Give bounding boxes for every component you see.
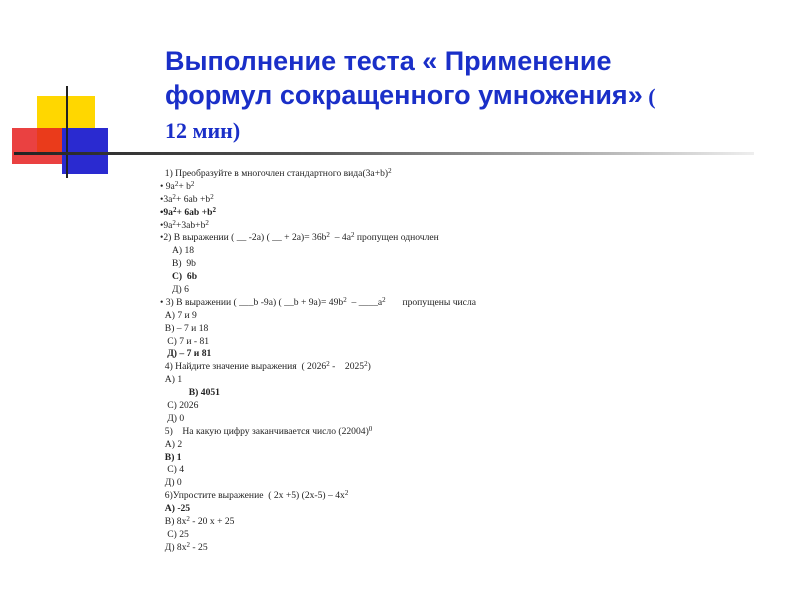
superscript: 2 <box>205 218 209 227</box>
line-text: • 9a <box>160 180 175 192</box>
line-text: •9a <box>160 206 173 218</box>
line-text: - 2025 <box>329 361 365 373</box>
test-line <box>160 310 760 323</box>
test-line <box>160 194 760 207</box>
line-text: 4) Найдите значение выражения ( 2026 <box>160 361 327 373</box>
line-text: А) 18 <box>160 245 195 257</box>
line-text: Д) 0 <box>160 412 185 424</box>
line-text: Д) 8x <box>160 541 187 553</box>
line-text: Д) 0 <box>160 477 182 489</box>
line-text: ) <box>367 361 371 373</box>
line-text: В) 9b <box>160 258 196 270</box>
test-line <box>160 220 760 233</box>
line-text: 5) На какую цифру заканчивается число (22004) <box>160 425 369 437</box>
superscript: 2 <box>186 540 191 549</box>
line-text: В) – 7 и 18 <box>160 322 209 334</box>
line-text: - 20 x + 25 <box>189 516 235 528</box>
line-text: - 25 <box>190 541 208 553</box>
test-line <box>160 374 760 387</box>
test-line <box>160 413 760 426</box>
title-line-2-text: формул сокращенного умножения» <box>165 80 643 110</box>
title-paren: ( <box>642 84 656 109</box>
line-text: С) 7 и - 81 <box>160 335 210 347</box>
test-line <box>160 490 760 503</box>
test-line <box>160 542 760 555</box>
title-line-2 <box>165 78 765 114</box>
line-text: В) 4051 <box>160 387 220 399</box>
line-text: •9a <box>160 219 173 231</box>
superscript: 2 <box>350 231 355 240</box>
line-text: С) 2026 <box>160 400 199 412</box>
test-line <box>160 284 760 297</box>
test-line <box>160 271 760 284</box>
test-line <box>160 323 760 336</box>
line-text: А) 7 и 9 <box>160 309 197 321</box>
superscript: 2 <box>388 167 392 175</box>
line-text: + 6ab +b <box>176 206 213 218</box>
line-text: – ____a <box>346 296 383 308</box>
slide-title <box>165 44 765 148</box>
line-text: пропущен одночлен <box>354 232 439 244</box>
line-text: +3ab+b <box>175 219 206 231</box>
test-line <box>160 348 760 361</box>
test-line <box>160 258 760 271</box>
line-text: + 6ab +b <box>175 193 211 205</box>
test-line <box>160 452 760 465</box>
line-text: пропущены числа <box>385 296 476 308</box>
superscript: 2 <box>364 360 368 369</box>
superscript: 2 <box>326 360 330 369</box>
line-text: • 3) В выражении ( ___b -9a) ( __b + 9a)= 49b <box>160 296 344 308</box>
line-text: С) 4 <box>160 464 184 476</box>
test-line <box>160 297 760 310</box>
test-line <box>160 516 760 529</box>
line-text: •3a <box>160 193 173 205</box>
test-line <box>160 387 760 400</box>
test-line <box>160 400 760 413</box>
line-text: + b <box>178 180 191 192</box>
superscript: 2 <box>172 218 176 227</box>
test-line <box>160 464 760 477</box>
test-line <box>160 232 760 245</box>
line-text: Д) 6 <box>160 284 189 296</box>
test-line <box>160 181 760 194</box>
superscript: 2 <box>190 179 195 188</box>
test-line <box>160 361 760 374</box>
line-text: •2) В выражении ( __ -2a) ( __ + 2a)= 36b <box>160 232 327 244</box>
test-line <box>160 245 760 258</box>
test-line <box>160 477 760 490</box>
test-line <box>160 439 760 452</box>
line-text: В) 1 <box>160 451 182 463</box>
superscript: 2 <box>382 295 386 304</box>
test-line <box>160 336 760 349</box>
test-line <box>160 426 760 439</box>
title-line-3: 12 мин) <box>165 118 241 143</box>
line-text: С) 25 <box>160 528 189 540</box>
line-text: А) -25 <box>160 503 191 515</box>
line-text: В) 8x <box>160 516 187 528</box>
line-text: Д) – 7 и 81 <box>160 348 212 360</box>
superscript: 2 <box>344 489 349 498</box>
line-text: 1) Преобразуйте в многочлен стандартного вида(3a+b) <box>160 168 389 179</box>
line-text: А) 1 <box>160 374 183 386</box>
title-divider <box>14 152 754 155</box>
test-content <box>160 168 760 555</box>
line-text: – 4a <box>329 232 351 244</box>
test-line <box>160 529 760 542</box>
superscript: 2 <box>186 515 190 524</box>
decor-vertical-line <box>66 86 68 178</box>
test-line <box>160 168 760 181</box>
superscript: 2 <box>326 231 330 240</box>
superscript: 2 <box>172 192 176 201</box>
decor-blue-square <box>62 128 108 174</box>
title-line-1: Выполнение теста « Применение <box>165 46 612 76</box>
superscript: 2 <box>174 179 179 188</box>
superscript: 2 <box>343 295 347 304</box>
line-text: 6)Упростите выражение ( 2x +5) (2x-5) – 4x <box>160 490 345 502</box>
test-line <box>160 503 760 516</box>
test-line <box>160 207 760 220</box>
superscript: 2 <box>212 205 216 214</box>
superscript: 2 <box>210 192 214 201</box>
line-text: А) 2 <box>160 438 183 450</box>
superscript: 2 <box>172 205 177 214</box>
line-text: С) 6b <box>160 271 198 283</box>
superscript: 0 <box>368 424 373 433</box>
